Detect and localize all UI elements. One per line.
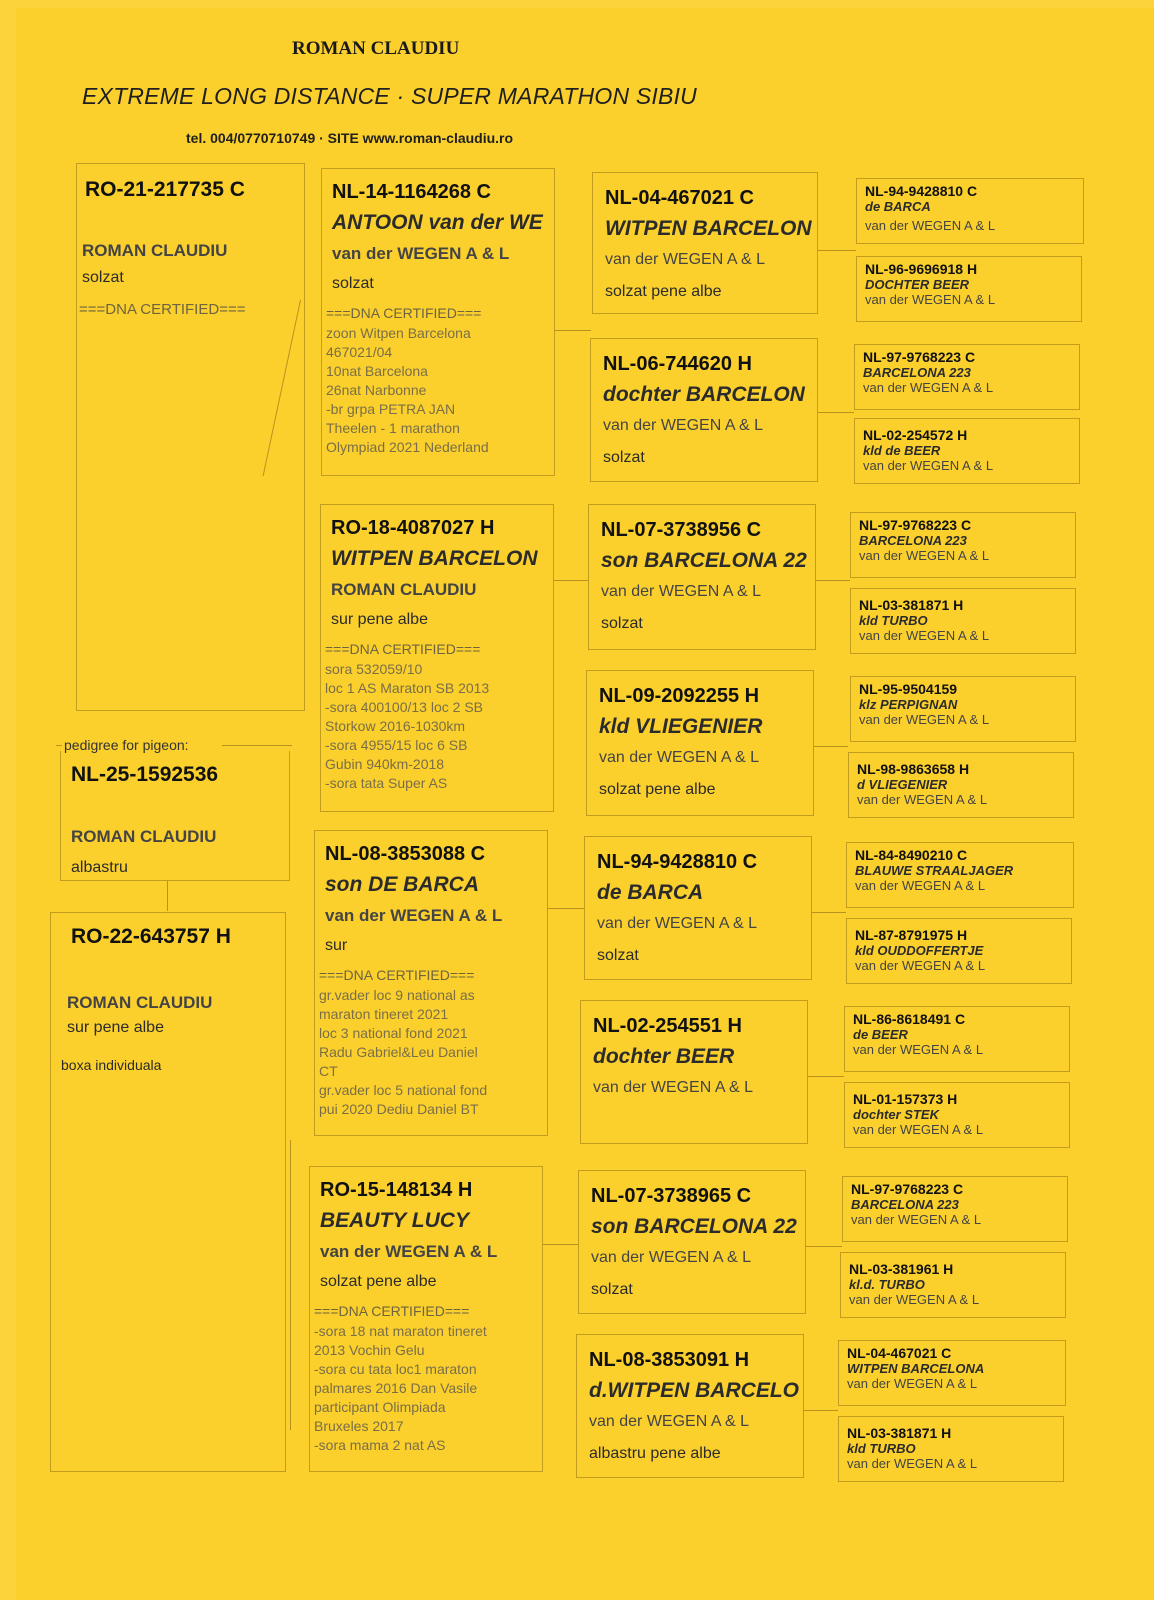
- gen2-owner: van der WEGEN A & L: [320, 1242, 498, 1261]
- gen3-name: d.WITPEN BARCELO: [589, 1379, 799, 1402]
- gen4-card-14: [840, 1252, 1066, 1318]
- gen2-name: BEAUTY LUCY: [320, 1209, 469, 1232]
- gen3-name: son BARCELONA 22: [601, 549, 807, 572]
- gen4-name: de BARCA: [865, 199, 931, 214]
- gen2-color: sur: [325, 937, 348, 954]
- dam-color: sur pene albe: [67, 1019, 164, 1036]
- gen3-card-1: [592, 172, 818, 314]
- gen4-ring: NL-01-157373 H: [853, 1091, 958, 1107]
- gen4-ring: NL-98-9863658 H: [857, 761, 970, 777]
- gen3-name: son BARCELONA 22: [591, 1215, 797, 1238]
- breeder-contact: tel. 004/0770710749 · SITE www.roman-claudiu.ro: [186, 130, 514, 146]
- gen3-owner: van der WEGEN A & L: [589, 1413, 750, 1430]
- gen4-owner: van der WEGEN A & L: [847, 1456, 978, 1471]
- gen3-card-7: [578, 1170, 806, 1314]
- gen3-owner: van der WEGEN A & L: [605, 251, 766, 268]
- gen4-card-1: [856, 178, 1084, 244]
- gen4-name: d VLIEGENIER: [857, 777, 948, 792]
- subject-owner: ROMAN CLAUDIU: [71, 827, 217, 846]
- gen3-card-2: [590, 338, 818, 482]
- gen4-card-13: [842, 1176, 1068, 1242]
- gen3-name: WITPEN BARCELON: [605, 217, 812, 240]
- gen4-ring: NL-94-9428810 C: [865, 183, 978, 199]
- gen3-name: dochter BARCELON: [603, 383, 805, 406]
- gen3-name: de BARCA: [597, 881, 704, 904]
- gen3-color: solzat pene albe: [599, 781, 716, 798]
- gen2-ring: NL-08-3853088 C: [325, 843, 486, 865]
- gen2-ring: NL-14-1164268 C: [332, 181, 491, 203]
- gen4-name: kld TURBO: [859, 613, 928, 628]
- gen4-owner: van der WEGEN A & L: [865, 292, 996, 307]
- gen4-owner: van der WEGEN A & L: [849, 1292, 980, 1307]
- gen3-ring: NL-08-3853091 H: [589, 1349, 750, 1371]
- gen4-card-4: [854, 418, 1080, 484]
- gen3-ring: NL-02-254551 H: [593, 1015, 742, 1037]
- gen3-color: solzat: [597, 947, 639, 964]
- gen4-ring: NL-03-381961 H: [849, 1261, 954, 1277]
- dam-card: [50, 912, 286, 1472]
- gen4-owner: van der WEGEN A & L: [855, 878, 986, 893]
- gen4-ring: NL-86-8618491 C: [853, 1011, 966, 1027]
- gen4-card-9: [846, 842, 1074, 908]
- gen3-owner: van der WEGEN A & L: [591, 1249, 752, 1266]
- gen4-card-7: [850, 676, 1076, 742]
- gen4-card-12: [844, 1082, 1070, 1148]
- gen2-name: WITPEN BARCELON: [331, 547, 538, 570]
- gen4-owner: van der WEGEN A & L: [859, 548, 990, 563]
- gen4-ring: NL-96-9696918 H: [865, 261, 978, 277]
- gen2-card-2: [320, 504, 554, 812]
- gen4-ring: NL-03-381871 H: [859, 597, 964, 613]
- subject-color: albastru: [71, 859, 128, 876]
- gen4-owner: van der WEGEN A & L: [851, 1212, 982, 1227]
- gen3-ring: NL-09-2092255 H: [599, 685, 760, 707]
- gen2-card-4: [309, 1166, 543, 1472]
- gen3-name: kld VLIEGENIER: [599, 715, 763, 738]
- gen4-ring: NL-95-9504159: [859, 681, 958, 697]
- gen4-name: WITPEN BARCELONA: [847, 1361, 985, 1376]
- gen4-name: kl.d. TURBO: [849, 1277, 925, 1292]
- gen4-name: BARCELONA 223: [851, 1197, 959, 1212]
- gen2-color: solzat: [332, 275, 374, 292]
- gen3-color: solzat: [601, 615, 643, 632]
- breeder-name: ROMAN CLAUDIU: [292, 38, 460, 59]
- gen2-dna: ===DNA CERTIFIED===: [326, 305, 482, 321]
- gen4-ring: NL-87-8791975 H: [855, 927, 968, 943]
- dam-owner: ROMAN CLAUDIU: [67, 993, 213, 1012]
- gen2-name: son DE BARCA: [325, 873, 480, 896]
- gen4-name: de BEER: [853, 1027, 908, 1042]
- gen4-card-15: [838, 1340, 1066, 1406]
- sire-dna-badge: ===DNA CERTIFIED===: [79, 301, 246, 318]
- gen2-notes: zoon Witpen Barcelona 467021/04 10nat Barcelona 26nat Narbonne -br grpa PETRA JAN Theelen - 1 marathon Olympiad 2021 Nederland: [326, 325, 489, 455]
- gen2-notes: sora 532059/10 loc 1 AS Maraton SB 2013 -sora 400100/13 loc 2 SB Storkow 2016-1030km -sora 4955/15 loc 6 SB Gubin 940km-2018 -sora tata Super AS: [325, 661, 490, 791]
- gen2-owner: van der WEGEN A & L: [332, 244, 510, 263]
- gen3-owner: van der WEGEN A & L: [593, 1079, 754, 1096]
- gen4-name: BARCELONA 223: [859, 533, 967, 548]
- gen4-name: dochter STEK: [853, 1107, 939, 1122]
- subject-card: [60, 751, 290, 881]
- gen4-owner: van der WEGEN A & L: [853, 1042, 984, 1057]
- gen2-card-1: [321, 168, 555, 476]
- gen3-ring: NL-94-9428810 C: [597, 851, 758, 873]
- gen2-ring: RO-15-148134 H: [320, 1179, 473, 1201]
- gen3-color: solzat: [603, 449, 645, 466]
- gen4-owner: van der WEGEN A & L: [857, 792, 988, 807]
- gen4-owner: van der WEGEN A & L: [863, 380, 994, 395]
- gen2-dna: ===DNA CERTIFIED===: [319, 967, 475, 983]
- gen4-card-16: [838, 1416, 1064, 1482]
- gen3-card-8: [576, 1334, 804, 1478]
- gen3-card-3: [588, 504, 816, 650]
- gen3-color: solzat: [591, 1281, 633, 1298]
- gen4-ring: NL-97-9768223 C: [859, 517, 972, 533]
- gen3-ring: NL-07-3738956 C: [601, 519, 762, 541]
- gen4-ring: NL-02-254572 H: [863, 427, 968, 443]
- gen4-ring: NL-97-9768223 C: [851, 1181, 964, 1197]
- gen3-card-5: [584, 836, 812, 980]
- gen4-card-5: [850, 512, 1076, 578]
- gen2-color: solzat pene albe: [320, 1273, 437, 1290]
- dam-note: boxa individuala: [61, 1057, 162, 1073]
- gen2-notes: gr.vader loc 9 national as maraton tineret 2021 loc 3 national fond 2021 Radu Gabriel&Leu Daniel CT gr.vader loc 5 national fond pui 2020 Dediu Daniel BT: [319, 987, 488, 1117]
- gen4-owner: van der WEGEN A & L: [847, 1376, 978, 1391]
- gen4-card-2: [856, 256, 1082, 322]
- gen3-ring: NL-07-3738965 C: [591, 1185, 752, 1207]
- gen4-card-10: [846, 918, 1072, 984]
- gen3-ring: NL-06-744620 H: [603, 353, 752, 375]
- gen2-name: ANTOON van der WE: [332, 211, 543, 234]
- gen4-card-6: [850, 588, 1076, 654]
- gen3-color: solzat pene albe: [605, 283, 722, 300]
- gen4-card-8: [848, 752, 1074, 818]
- gen3-owner: van der WEGEN A & L: [603, 417, 764, 434]
- gen4-card-11: [844, 1006, 1070, 1072]
- gen4-ring: NL-04-467021 C: [847, 1345, 952, 1361]
- gen3-ring: NL-04-467021 C: [605, 187, 754, 209]
- gen4-ring: NL-84-8490210 C: [855, 847, 968, 863]
- gen2-color: sur pene albe: [331, 611, 428, 628]
- gen4-owner: van der WEGEN A & L: [865, 218, 996, 233]
- gen4-name: klz PERPIGNAN: [859, 697, 958, 712]
- subject-ring: NL-25-1592536: [71, 763, 219, 786]
- gen4-owner: van der WEGEN A & L: [855, 958, 986, 973]
- gen3-owner: van der WEGEN A & L: [599, 749, 760, 766]
- gen4-ring: NL-03-381871 H: [847, 1425, 952, 1441]
- sire-owner: ROMAN CLAUDIU: [82, 241, 228, 260]
- gen3-card-4: [586, 670, 814, 816]
- gen4-name: BARCELONA 223: [863, 365, 971, 380]
- gen2-ring: RO-18-4087027 H: [331, 517, 495, 539]
- gen2-dna: ===DNA CERTIFIED===: [314, 1303, 470, 1319]
- gen2-dna: ===DNA CERTIFIED===: [325, 641, 481, 657]
- gen4-owner: van der WEGEN A & L: [859, 628, 990, 643]
- subject-caption: pedigree for pigeon:: [60, 737, 193, 753]
- gen3-color: albastru pene albe: [589, 1445, 721, 1462]
- gen2-notes: -sora 18 nat maraton tineret 2013 Vochin Gelu -sora cu tata loc1 maraton palmares 2016 Dan Vasile participant Olimpiada Bruxeles 2017 -sora mama 2 nat AS: [314, 1323, 487, 1453]
- dam-ring: RO-22-643757 H: [71, 925, 231, 948]
- gen4-name: kld OUDDOFFERTJE: [855, 943, 984, 958]
- gen3-owner: van der WEGEN A & L: [601, 583, 762, 600]
- gen4-owner: van der WEGEN A & L: [853, 1122, 984, 1137]
- gen4-ring: NL-97-9768223 C: [863, 349, 976, 365]
- gen4-card-3: [854, 344, 1080, 410]
- gen4-name: kld de BEER: [863, 443, 941, 458]
- gen2-card-3: [314, 830, 548, 1136]
- gen3-owner: van der WEGEN A & L: [597, 915, 758, 932]
- gen2-owner: ROMAN CLAUDIU: [331, 580, 477, 599]
- sire-color: solzat: [82, 269, 124, 286]
- gen4-name: DOCHTER BEER: [865, 277, 970, 292]
- gen4-owner: van der WEGEN A & L: [863, 458, 994, 473]
- gen3-card-6: [580, 1000, 808, 1144]
- gen4-name: kld TURBO: [847, 1441, 916, 1456]
- sire-ring: RO-21-217735 C: [85, 178, 245, 201]
- gen3-name: dochter BEER: [593, 1045, 735, 1068]
- gen2-owner: van der WEGEN A & L: [325, 906, 503, 925]
- breeder-subtitle: EXTREME LONG DISTANCE · SUPER MARATHON SIBIU: [82, 83, 697, 109]
- gen4-owner: van der WEGEN A & L: [859, 712, 990, 727]
- gen4-name: BLAUWE STRAALJAGER: [855, 863, 1014, 878]
